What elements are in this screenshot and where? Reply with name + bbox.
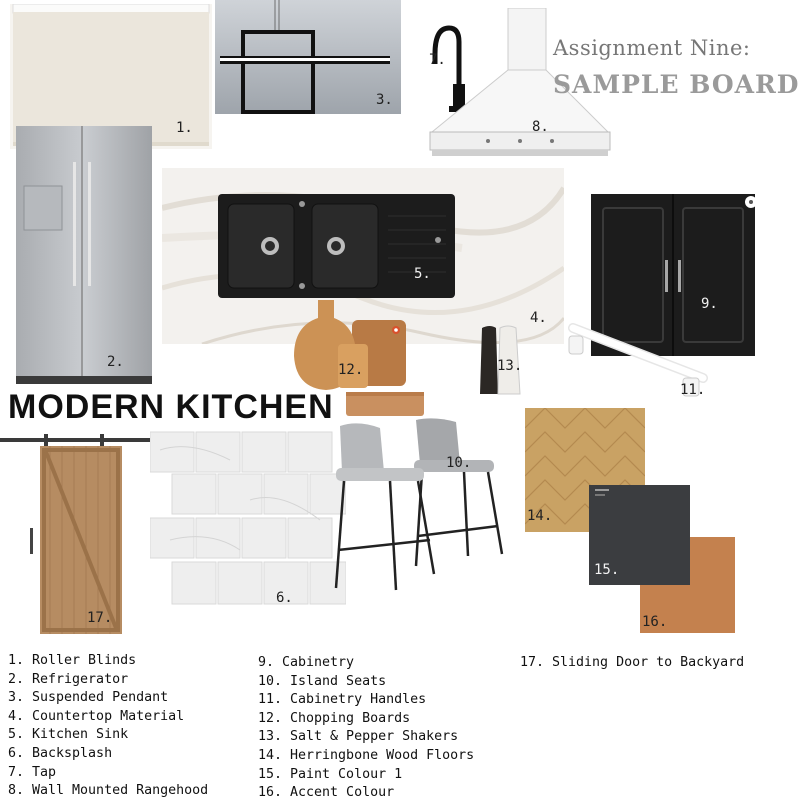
item-number-14: 14. <box>527 508 553 524</box>
legend-item: 9. Cabinetry <box>258 655 355 670</box>
item-number-2: 2. <box>107 354 124 370</box>
legend-item: 14. Herringbone Wood Floors <box>258 747 475 763</box>
legend-item: 16. Accent Colour <box>258 785 395 801</box>
item-number-10: 10. <box>446 455 472 471</box>
kitchen-sink-image <box>218 194 455 298</box>
item-number-7: 7. <box>429 52 446 68</box>
legend-item: 2. Refrigerator <box>8 671 129 687</box>
item-number-1: 1. <box>176 120 193 136</box>
suspended-pendant-image <box>215 0 401 114</box>
legend-item: 13. Salt & Pepper Shakers <box>258 729 459 745</box>
paint-chip-label-mark <box>595 489 609 491</box>
item-number-3: 3. <box>376 92 393 108</box>
paint-chip-label-mark <box>595 494 605 496</box>
sample-board-title: SAMPLE BOARD <box>553 70 800 99</box>
item-number-17: 17. <box>87 610 113 626</box>
legend-item: 12. Chopping Boards <box>258 710 411 726</box>
legend-item: 17. Sliding Door to Backyard <box>520 655 745 670</box>
refrigerator-image <box>16 126 152 384</box>
legend-item: 4. Countertop Material <box>8 708 185 724</box>
modern-kitchen-title: MODERN KITCHEN <box>8 388 334 426</box>
legend-item: 8. Wall Mounted Rangehood <box>8 783 209 799</box>
legend-item: 3. Suspended Pendant <box>8 690 169 706</box>
legend-item: 10. Island Seats <box>258 673 387 689</box>
item-number-12: 12. <box>338 362 364 378</box>
legend-item: 11. Cabinetry Handles <box>258 692 427 708</box>
island-seats-image <box>334 416 510 594</box>
legend-item: 5. Kitchen Sink <box>8 727 129 743</box>
sliding-barn-door-image <box>0 432 160 636</box>
item-number-4: 4. <box>530 310 547 326</box>
backsplash-tiles-image <box>150 430 346 608</box>
item-number-16: 16. <box>642 614 668 630</box>
item-number-13: 13. <box>497 358 523 374</box>
legend-item: 7. Tap <box>8 764 57 780</box>
legend-column-2 <box>258 654 474 803</box>
legend-item: 15. Paint Colour 1 <box>258 766 403 782</box>
legend-column-1 <box>8 652 208 801</box>
legend-item: 1. Roller Blinds <box>8 653 137 668</box>
item-number-9: 9. <box>701 296 718 312</box>
legend-column-3 <box>520 654 744 673</box>
item-number-8: 8. <box>532 119 549 135</box>
item-number-5: 5. <box>414 266 431 282</box>
assignment-title: Assignment Nine: <box>553 36 751 60</box>
legend-item: 6. Backsplash <box>8 745 113 761</box>
item-number-11: 11. <box>680 382 706 398</box>
item-number-15: 15. <box>594 562 620 578</box>
item-number-6: 6. <box>276 590 293 606</box>
